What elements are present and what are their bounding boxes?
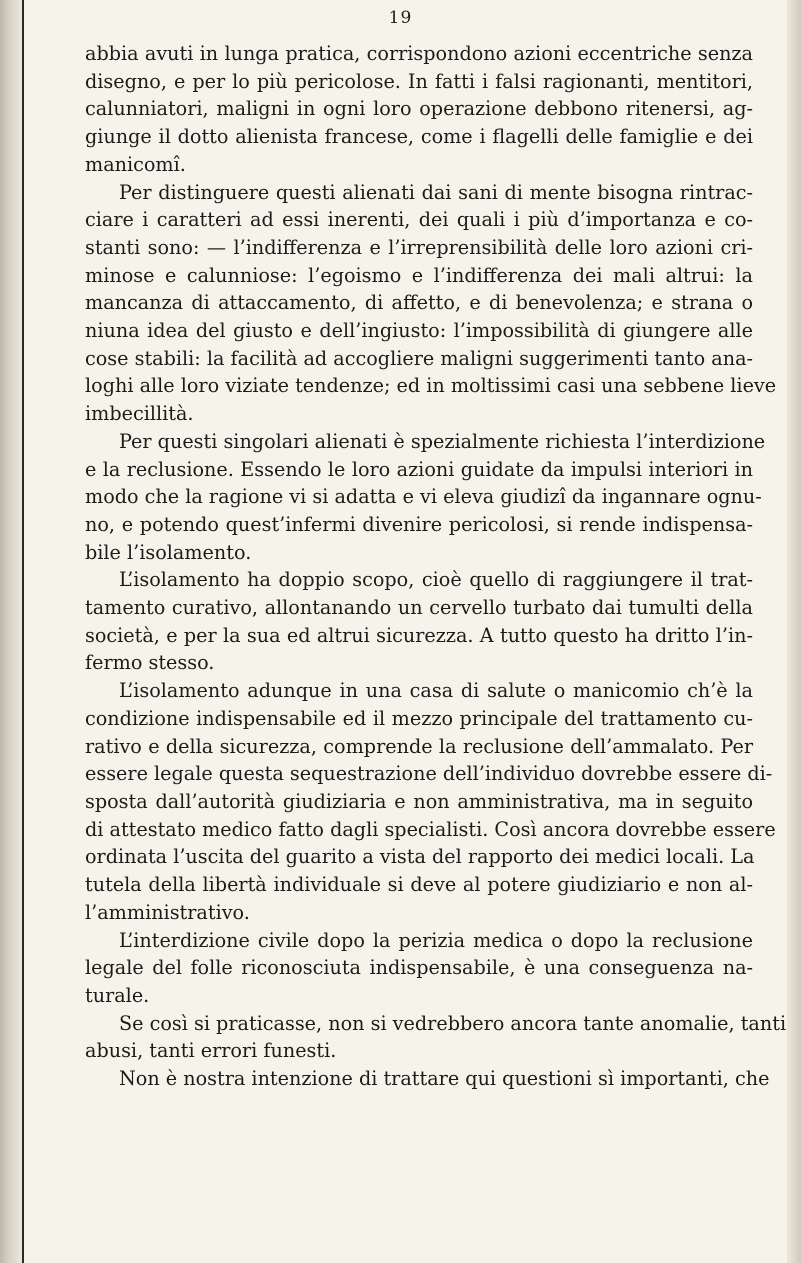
text-line: ciare i caratteri ad essi inerenti, dei quali i più d’importanza e co- — [85, 208, 753, 232]
text-line: niuna idea del giusto e dell’ingiusto: l’impossibilità di giungere alle — [85, 319, 753, 343]
text-line: ordinata l’uscita del guarito a vista del rapporto dei medici locali. La — [85, 845, 755, 869]
text-line: condizione indispensabile ed il mezzo principale del trattamento cu- — [85, 706, 753, 730]
page-number: 19 — [388, 8, 413, 28]
page-binding-edge — [22, 0, 24, 1263]
text-line: cose stabili: la facilità ad accogliere maligni suggerimenti tanto ana- — [85, 346, 753, 370]
text-line: L’interdizione civile dopo la perizia medica o dopo la reclusione — [119, 928, 753, 952]
text-line: giunge il dotto alienista francese, come i flagelli delle famiglie e dei — [85, 125, 753, 149]
paragraph — [85, 927, 753, 1010]
body-text — [85, 40, 787, 1093]
text-line: stanti sono: — l’indifferenza e l’irreprensibilità delle loro azioni cri- — [85, 235, 753, 259]
paragraph — [85, 428, 766, 567]
page-right-edge — [787, 0, 801, 1263]
text-line: loghi alle loro viziate tendenze; ed in moltissimi casi una sebbene lieve — [85, 374, 777, 398]
text-line: società, e per la sua ed altrui sicurezza. A tutto questo ha dritto l’in- — [85, 623, 753, 647]
text-line: rativo e della sicurezza, comprende la reclusione dell’ammalato. Per — [85, 734, 753, 758]
text-line: L’isolamento adunque in una casa di salute o manicomio ch’è la — [119, 679, 753, 703]
text-line: essere legale questa sequestrazione dell’individuo dovrebbe essere di- — [85, 762, 773, 786]
text-line: L’isolamento ha doppio scopo, cioè quello di raggiungere il trat- — [119, 568, 753, 592]
text-line: tutela della libertà individuale si deve al potere giudiziario e non al- — [85, 873, 753, 897]
text-line: turale. — [85, 983, 150, 1007]
text-line: Se così si praticasse, non si vedrebbero ancora tante anomalie, tanti — [119, 1011, 787, 1035]
paragraph — [85, 677, 776, 926]
text-line: minose e calunniose: l’egoismo e l’indifferenza dei mali altrui: la — [85, 263, 753, 287]
text-line: modo che la ragione vi si adatta e vi eleva giudizî da ingannare ognu- — [85, 485, 762, 509]
text-line: fermo stesso. — [85, 651, 215, 675]
paragraph — [85, 566, 753, 677]
text-line: imbecillità. — [85, 402, 194, 426]
text-line: tamento curativo, allontanando un cervello turbato dai tumulti della — [85, 596, 753, 620]
text-line: sposta dall’autorità giudiziaria e non amministrativa, ma in seguito — [85, 789, 753, 813]
text-line: Per distinguere questi alienati dai sani di mente bisogna rintrac- — [119, 180, 753, 204]
text-line: manicomî. — [85, 152, 186, 176]
text-line: Non è nostra intenzione di trattare qui questioni sì importanti, che — [119, 1067, 770, 1091]
text-line: disegno, e per lo più pericolose. In fatti i falsi ragionanti, mentitori, — [85, 69, 753, 93]
text-line: Per questi singolari alienati è spezialmente richiesta l’interdizione — [119, 429, 766, 453]
text-line: legale del folle riconosciuta indispensabile, è una conseguenza na- — [85, 956, 753, 980]
paragraph — [85, 1010, 787, 1065]
text-line: mancanza di attaccamento, di affetto, e di benevolenza; e strana o — [85, 291, 753, 315]
text-line: bile l’isolamento. — [85, 540, 252, 564]
paragraph — [85, 1065, 770, 1093]
text-line: di attestato medico fatto dagli specialisti. Così ancora dovrebbe essere — [85, 817, 776, 841]
text-line: calunniatori, maligni in ogni loro operazione debbono ritenersi, ag- — [85, 97, 753, 121]
text-line: abusi, tanti errori funesti. — [85, 1039, 337, 1063]
page-gutter-shadow — [0, 0, 22, 1263]
text-line: no, e potendo quest’infermi divenire pericolosi, si rende indispensa- — [85, 512, 753, 536]
text-line: e la reclusione. Essendo le loro azioni guidate da impulsi interiori in — [85, 457, 753, 481]
paragraph — [85, 40, 753, 179]
text-line: l’amministrativo. — [85, 900, 250, 924]
text-line: abbia avuti in lunga pratica, corrispondono azioni eccentriche senza — [85, 42, 753, 65]
paragraph — [85, 179, 777, 428]
